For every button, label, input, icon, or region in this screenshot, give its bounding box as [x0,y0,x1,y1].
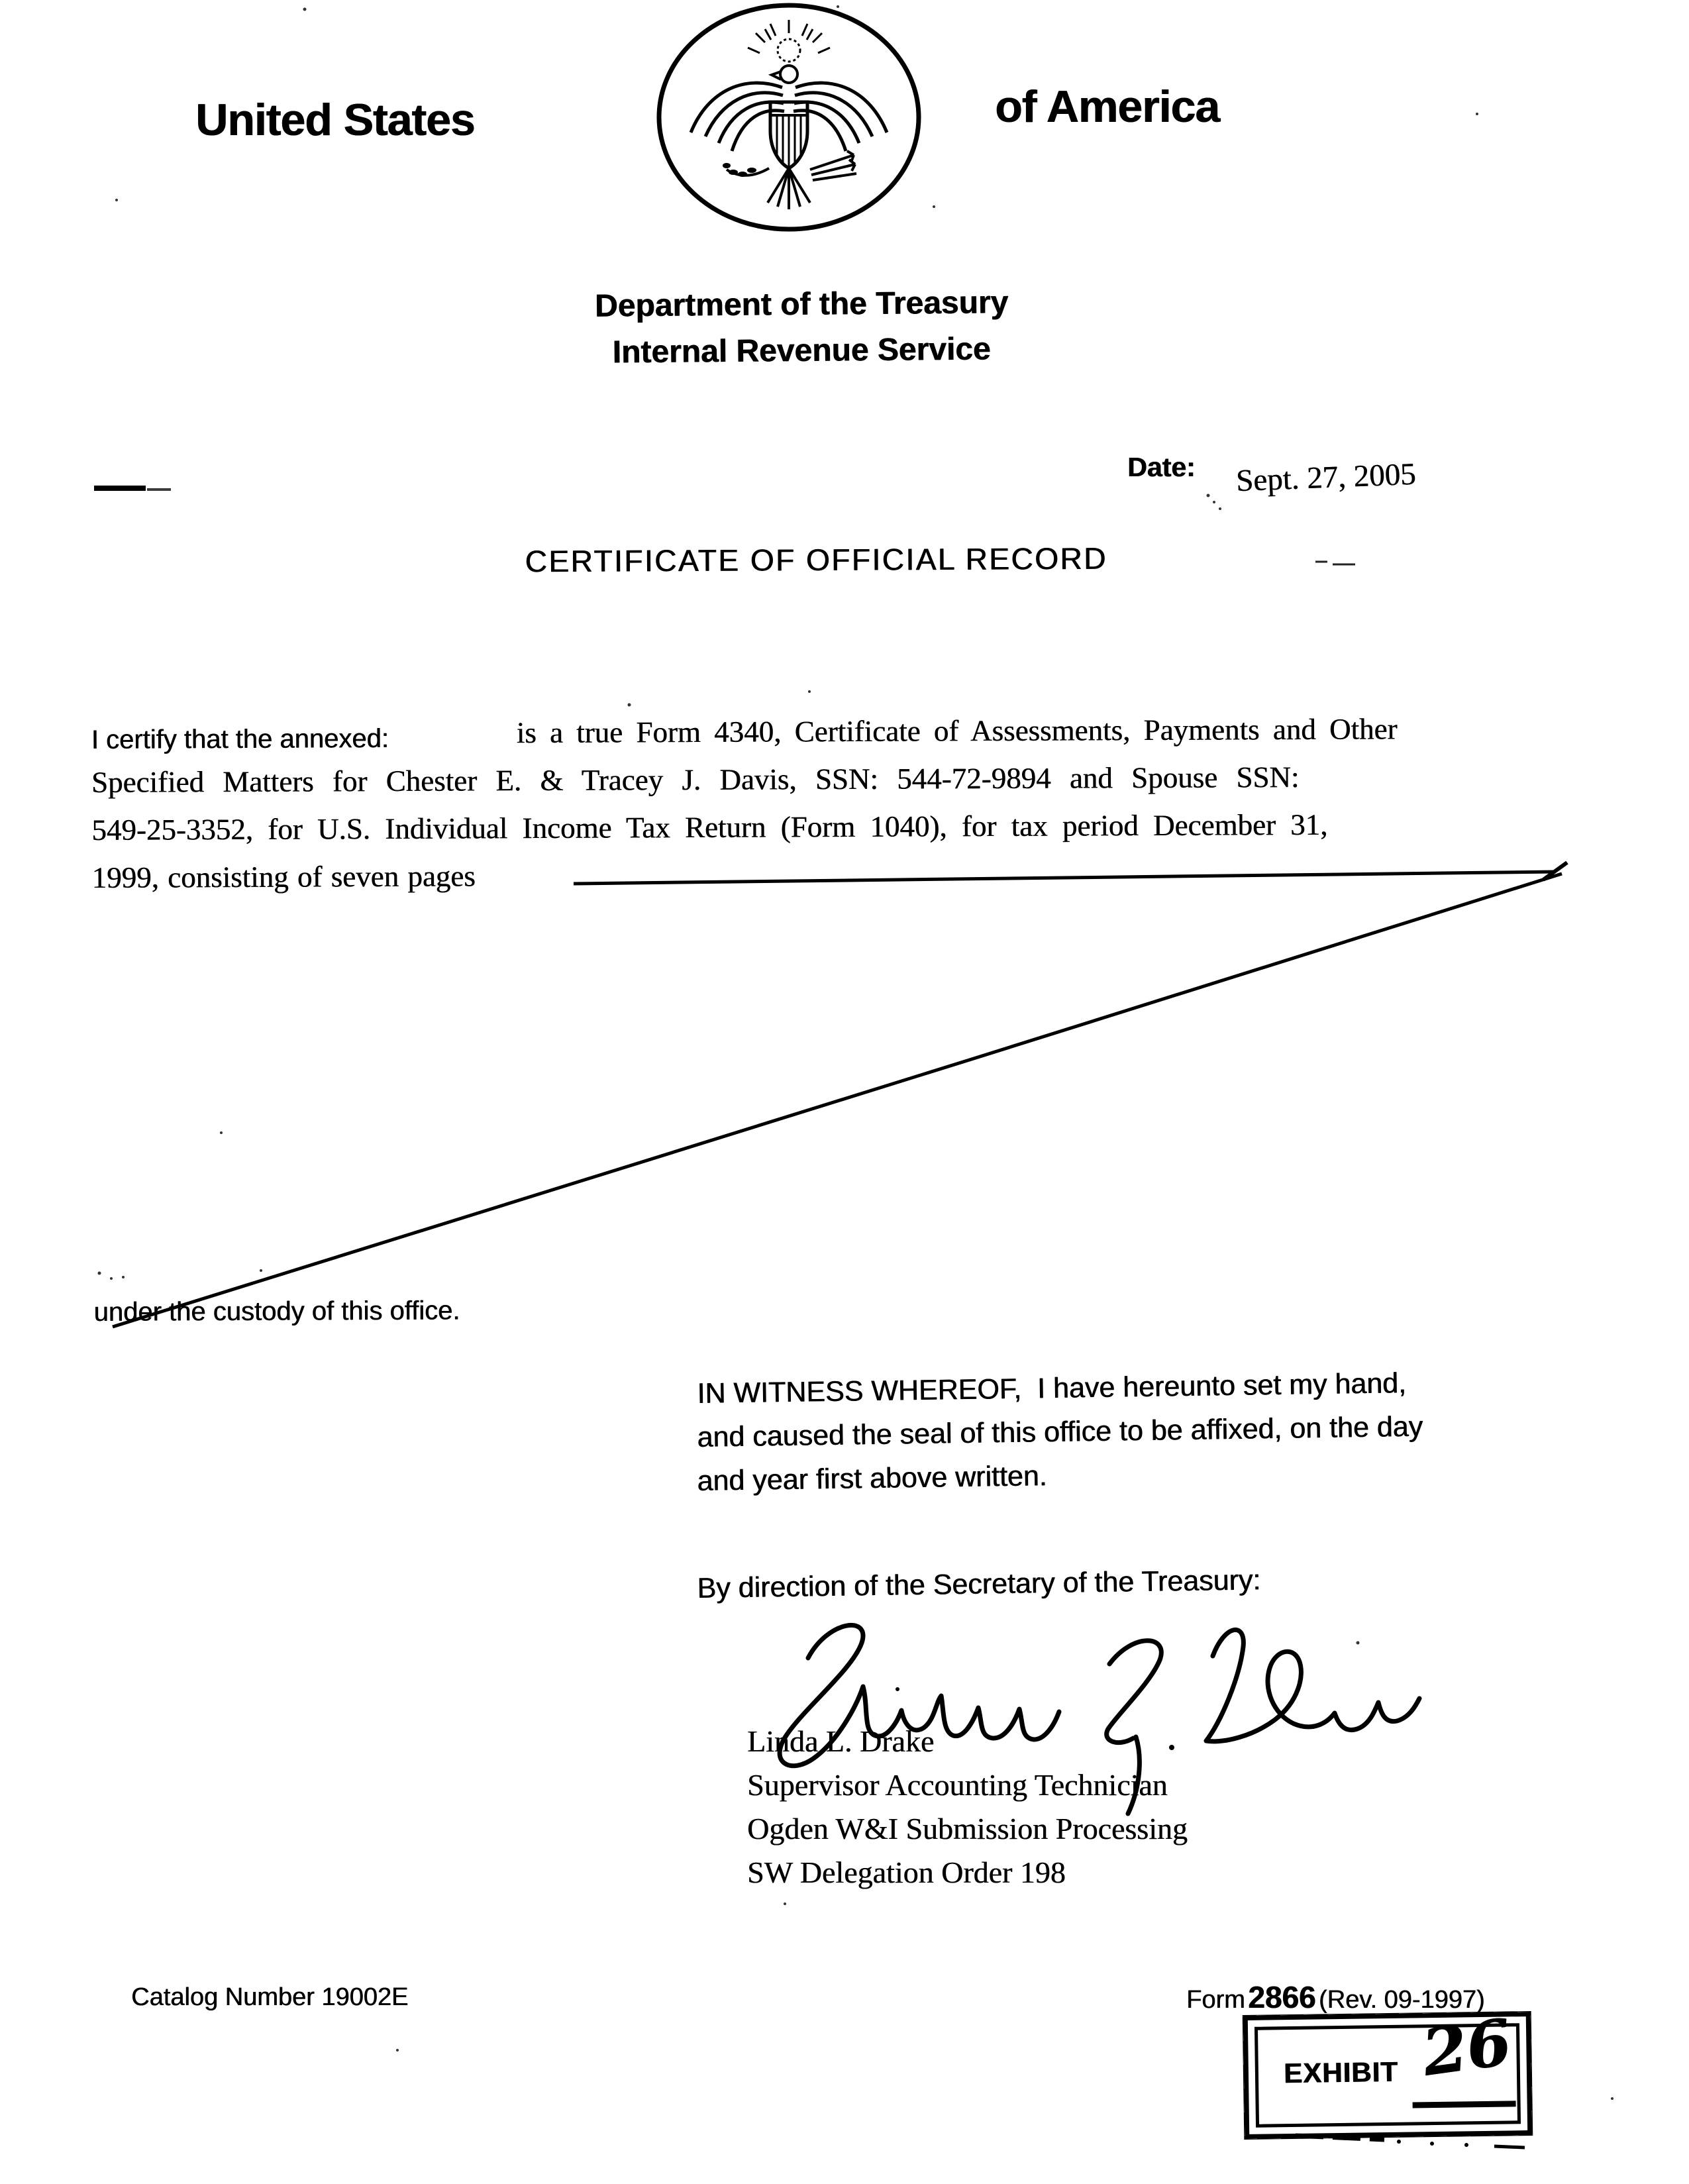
by-direction-line: By direction of the Secretary of the Treasury: [697,1564,1261,1604]
body-line: Specified Matters for Chester E. & Tracey J. Davis, SSN: 544-72-9894 and Spouse SSN: [91,760,1300,799]
catalog-number: Catalog Number 19002E [131,1983,409,2011]
witness-line: and caused the seal of this office to be affixed, on the day [697,1410,1423,1453]
signer-title: Supervisor Accounting Technician [747,1768,1168,1802]
custody-line: under the custody of this office. [93,1296,460,1327]
body-line: 549-25-3352, for U.S. Individual Income Tax Return (Form 1040), for tax period December 31, [91,807,1328,847]
exhibit-stamp-inner-border [1254,2004,1521,2128]
signer-office: Ogden W&I Submission Processing [747,1812,1188,1846]
signer-name: Linda L. Drake [747,1724,935,1758]
exhibit-number-underline [1413,2101,1516,2108]
date-label: Date: [1127,452,1196,482]
form-prefix: Form [1186,1986,1245,2014]
form-number: 2866 [1248,1980,1316,2014]
body-line: is a true Form 4340, Certificate of Assessments, Payments and Other [516,712,1398,750]
date-value: Sept. 27, 2005 [1235,456,1417,499]
exhibit-stamp [1243,2004,1533,2139]
body-line: 1999, consisting of seven pages [91,859,476,894]
us-title-right: of America [995,81,1219,132]
form-revision: (Rev. 09-1997) [1318,1986,1485,2014]
witness-line: IN WITNESS WHEREOF, I have hereunto set my hand, [697,1367,1407,1410]
witness-line: and year first above written. [697,1460,1047,1497]
agency-line-2: Internal Revenue Service [612,331,991,370]
exhibit-number-handwritten: 26 [1417,2004,1516,2091]
signer-delegation: SW Delegation Order 198 [747,1855,1066,1889]
document-title: CERTIFICATE OF OFFICIAL RECORD [525,541,1107,579]
exhibit-label: EXHIBIT [1283,2055,1398,2089]
form-number-line [1186,1979,1485,2015]
agency-line-1: Department of the Treasury [594,285,1009,324]
certify-label: I certify that the annexed: [91,723,389,754]
handwritten-signature [739,1595,1427,1840]
us-title-left: United States [195,95,475,145]
